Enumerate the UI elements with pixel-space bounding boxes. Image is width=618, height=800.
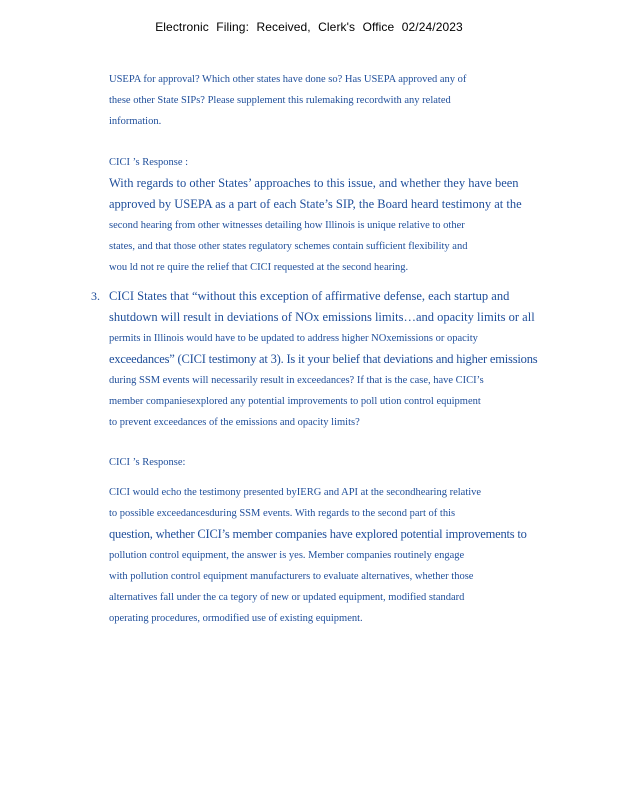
text-line: to prevent exceedances of the emissions and opacity limits? (109, 417, 360, 428)
text-line: during SSM events will necessarily result in exceedances? If that is the case, have CICI’s (109, 375, 484, 386)
filing-header: Electronic Filing: Received, Clerk's Office 02/24/2023 (155, 20, 463, 34)
text-line: pollution control equipment, the answer is yes. Member companies routinely engage (109, 550, 465, 561)
response-label: CICI ’s Response : (109, 157, 189, 168)
text-line: second hearing from other witnesses detailing how Illinois is unique relative to other (109, 220, 465, 231)
response-2-heading (109, 452, 529, 473)
text-line: states, and that those other states regulatory schemes contain sufficient flexibility and (109, 241, 468, 252)
text-line: alternatives fall under the ca tegory of new or updated equipment, modified standard (109, 592, 465, 603)
text-line: with pollution control equipment manufacturers to evaluate alternatives, whether those (109, 571, 474, 582)
text-line: wou ld not re quire the relief that CICI requested at the second hearing. (109, 262, 409, 273)
response-1 (109, 152, 529, 278)
text-line: operating procedures, ormodified use of existing equipment. (109, 613, 363, 624)
text-line: exceedances” (CICI testimony at 3). Is it your belief that deviations and higher emissions (109, 352, 538, 366)
text-line: permits in Illinois would have to be updated to address higher NOxemissions or opacity (109, 333, 478, 344)
text-line: question, whether CICI’s member companies have explored potential improvements to (109, 527, 527, 541)
text-line: these other State SIPs? Please supplement this rulemaking recordwith any related (109, 95, 451, 106)
text-line: shutdown will result in deviations of NOx emissions limits…and opacity limits or all (109, 310, 535, 324)
text-line: member companiesexplored any potential improvements to poll ution control equipment (109, 396, 481, 407)
text-line: CICI would echo the testimony presented byIERG and API at the secondhearing relative (109, 487, 482, 498)
question-continuation (109, 69, 529, 132)
response-label: CICI ’s Response: (109, 457, 186, 468)
question-3 (109, 286, 538, 433)
text-line: information. (109, 116, 162, 127)
response-2 (109, 482, 529, 629)
text-line: approved by USEPA as a part of each State’s SIP, the Board heard testimony at the (109, 197, 522, 211)
question-number: 3. (91, 289, 100, 303)
text-line: USEPA for approval? Which other states have done so? Has USEPA approved any of (109, 74, 467, 85)
text-line: With regards to other States’ approaches to this issue, and whether they have been (109, 176, 519, 190)
text-line: CICI States that “without this exception of affirmative defense, each startup and (109, 289, 510, 303)
text-line: to possible exceedancesduring SSM events. With regards to the second part of this (109, 508, 456, 519)
